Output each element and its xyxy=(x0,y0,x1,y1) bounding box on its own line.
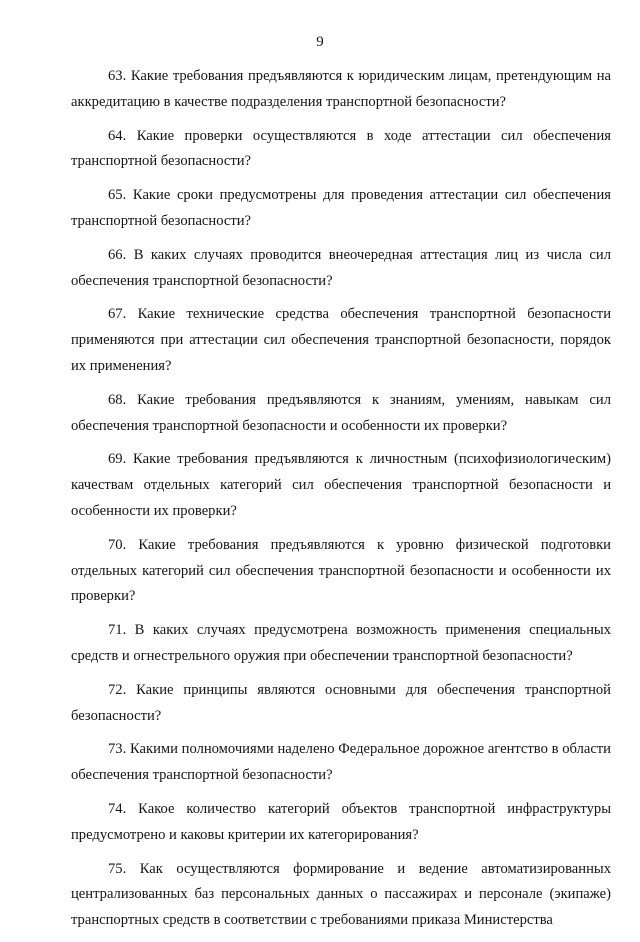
page-number: 9 xyxy=(316,34,324,50)
question-67: 67. Какие технические средства обеспечения транспортной безопасности применяются при аттестации сил обеспечения транспортной безопасности, порядок их применения? xyxy=(71,306,611,374)
question-75: 75. Как осуществляются формирование и ведение автоматизированных централизованных баз персональных данных о пассажирах и персонале (экипаже) транспортных средств в соответствии с требованиями приказа Министерства xyxy=(71,860,611,929)
question-68: 68. Какие требования предъявляются к знаниям, умениям, навыкам сил обеспечения транспортной безопасности и особенности их проверки? xyxy=(71,391,611,434)
question-64: 64. Какие проверки осуществляются в ходе аттестации сил обеспечения транспортной безопасности? xyxy=(71,127,611,170)
question-list xyxy=(71,64,611,942)
question-63: 63. Какие требования предъявляются к юридическим лицам, претендующим на аккредитацию в качестве подразделения транспортной безопасности? xyxy=(71,68,611,110)
question-71: 71. В каких случаях предусмотрена возможность применения специальных средств и огнестрельного оружия при обеспечении транспортной безопасности? xyxy=(71,622,611,664)
question-74: 74. Какое количество категорий объектов транспортной инфраструктуры предусмотрено и каковы критерии их категорирования? xyxy=(71,800,611,843)
question-69: 69. Какие требования предъявляются к личностным (психофизиологическим) качествам отдельных категорий сил обеспечения транспортной безопасности и особенности их проверки? xyxy=(71,451,611,519)
question-72: 72. Какие принципы являются основными для обеспечения транспортной безопасности? xyxy=(71,681,611,724)
question-65: 65. Какие сроки предусмотрены для проведения аттестации сил обеспечения транспортной безопасности? xyxy=(71,187,611,229)
question-73: 73. Какими полномочиями наделено Федеральное дорожное агентство в области обеспечения транспортной безопасности? xyxy=(71,741,611,784)
question-66: 66. В каких случаях проводится внеочередная аттестация лиц из числа сил обеспечения транспортной безопасности? xyxy=(71,246,611,289)
question-70: 70. Какие требования предъявляются к уровню физической подготовки отдельных категорий сил обеспечения транспортной безопасности и особенности их проверки? xyxy=(71,536,611,605)
